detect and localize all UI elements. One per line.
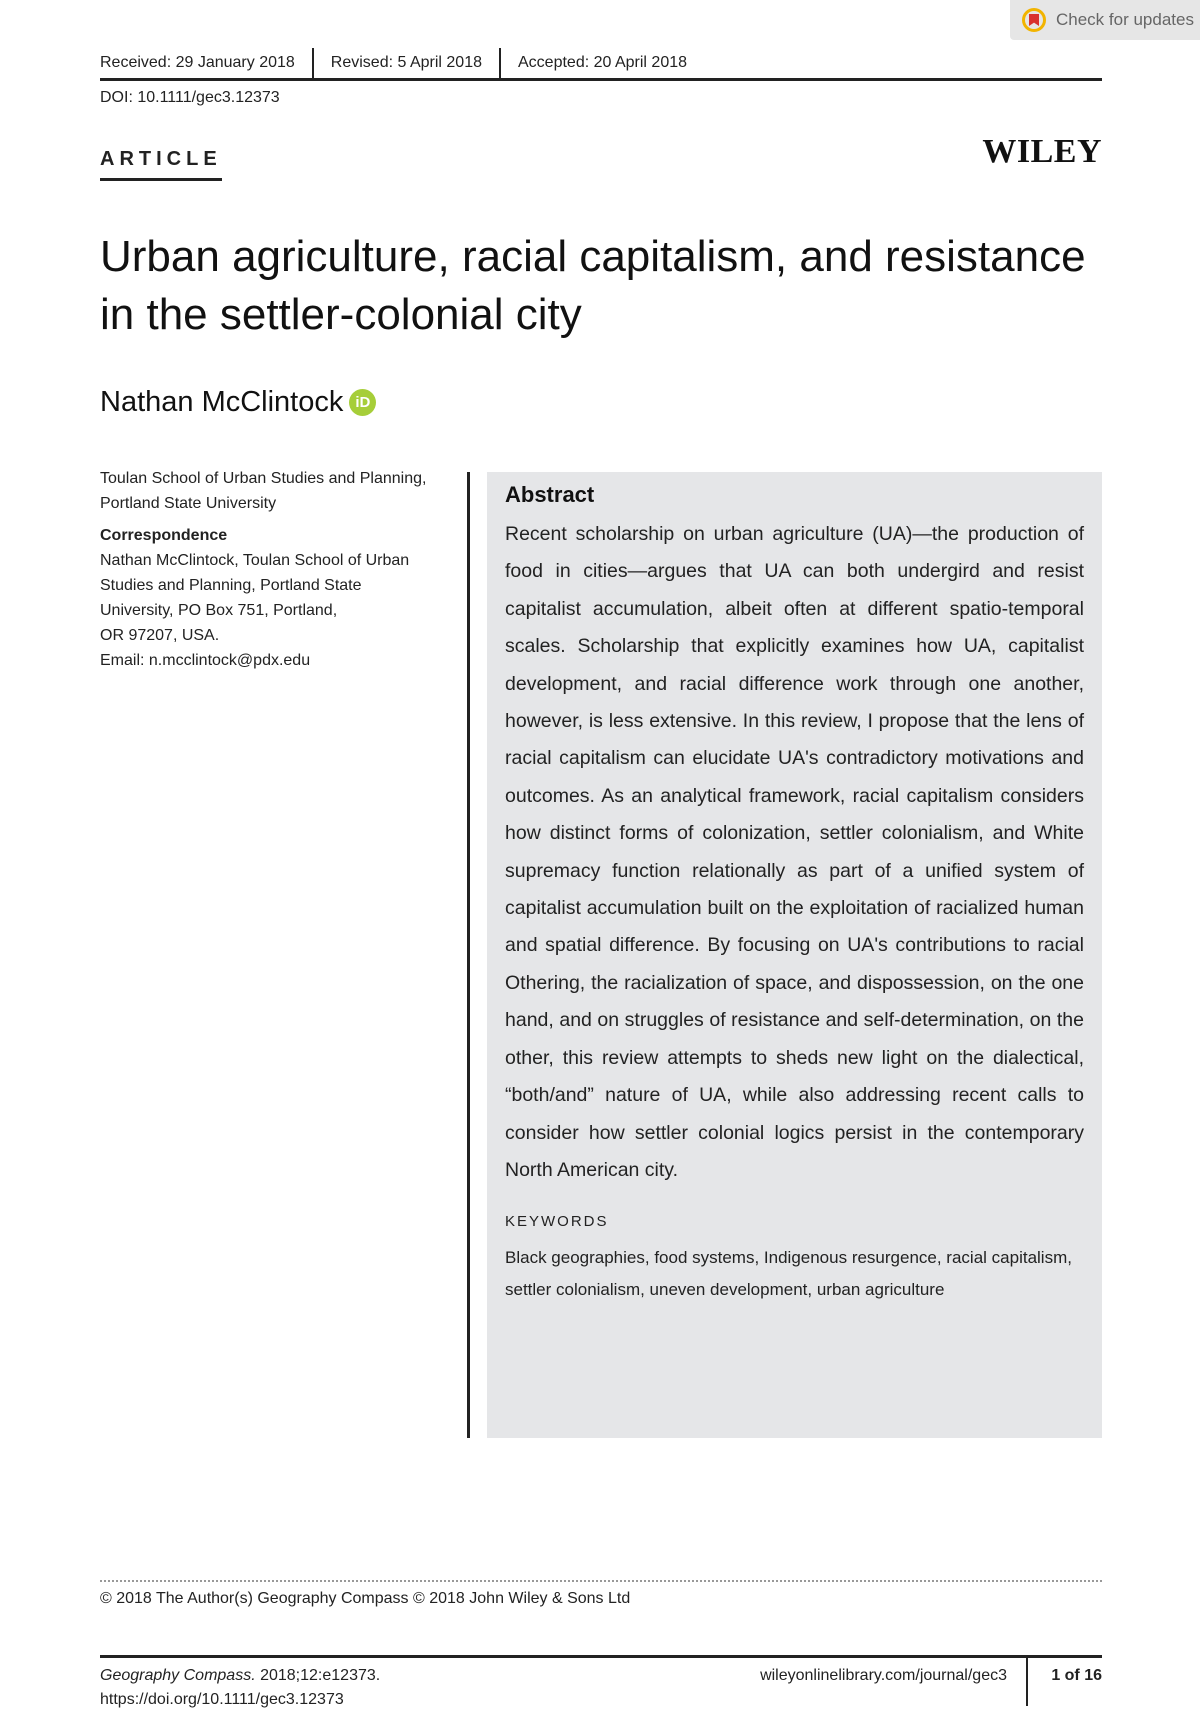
wiley-logo: WILEY — [982, 133, 1102, 170]
footer-separator — [1026, 1658, 1028, 1706]
author-line — [100, 386, 376, 419]
correspondence-line: OR 97207, USA. — [100, 627, 220, 644]
citation-details: 2018;12:e12373. — [255, 1667, 381, 1684]
article-title: Urban agriculture, racial capitalism, and resistance in the settler-colonial city — [100, 232, 1086, 339]
copyright-notice: © 2018 The Author(s) Geography Compass © 2018 John Wiley & Sons Ltd — [100, 1590, 631, 1607]
bookmark-icon — [1022, 8, 1046, 32]
revised-date: Revised: 5 April 2018 — [330, 54, 482, 71]
abstract-text: Recent scholarship on urban agriculture (UA)—the production of food in cities—argues that UA can both undergird and resist capitalist accumulation, albeit often at different spatio-temporal scales. Scholarship that explicitly examines how UA, capitalist development, and racial difference work through one another, however, is less extensive. In this review, I propose that the lens of racial capitalism can elucidate UA's contradictory motivations and outcomes. As an analytical framework, racial capitalism considers how distinct forms of colonization, settler colonialism, and White supremacy function relationally as part of a unified system of capitalist accumulation built on the exploitation of racialized human and spatial difference. By focusing on UA's contributions to racial Othering, the racialization of space, and dispossession, on the one hand, and on struggles of resistance and self-determination, on the other, this review attempts to sheds new light on the dialectical, “both/and” nature of UA, while also addressing recent calls to consider how settler colonial logics persist in the contemporary North American city. — [505, 523, 1084, 1181]
correspondence-heading: Correspondence — [100, 527, 228, 544]
abstract-heading: Abstract — [505, 482, 595, 507]
journal-citation — [100, 1664, 380, 1712]
page-number: 1 of 16 — [1051, 1667, 1102, 1684]
article-label-underline — [100, 178, 222, 181]
check-for-updates-badge[interactable] — [1010, 0, 1200, 40]
orcid-icon-label: iD — [355, 394, 371, 411]
keywords-list: Black geographies, food systems, Indigenous resurgence, racial capitalism, settler colonialism, uneven development, urban agriculture — [505, 1248, 1072, 1300]
accepted-date: Accepted: 20 April 2018 — [518, 54, 688, 71]
correspondence-line: University, PO Box 751, Portland, — [100, 602, 338, 619]
keywords-heading: KEYWORDS — [505, 1213, 609, 1231]
footnote-divider — [100, 1580, 1102, 1582]
affiliation-line: Portland State University — [100, 495, 277, 512]
header-rule — [100, 78, 1102, 81]
doi-link[interactable]: https://doi.org/10.1111/gec3.12373 — [100, 1691, 344, 1708]
column-divider — [467, 472, 470, 1438]
affiliation-line: Toulan School of Urban Studies and Planning, — [100, 470, 427, 487]
doi: DOI: 10.1111/gec3.12373 — [100, 89, 280, 106]
received-date: Received: 29 January 2018 — [100, 54, 295, 71]
author-info-column — [100, 466, 460, 673]
orcid-icon[interactable] — [349, 389, 376, 416]
article-dates — [100, 48, 704, 78]
abstract-box — [487, 472, 1102, 1438]
journal-site-link[interactable]: wileyonlinelibrary.com/journal/gec3 — [760, 1667, 1007, 1684]
check-for-updates-label: Check for updates — [1056, 10, 1194, 29]
journal-name: Geography Compass. — [100, 1667, 256, 1684]
correspondence-line: Studies and Planning, Portland State — [100, 577, 362, 594]
correspondence-email[interactable]: Email: n.mcclintock@pdx.edu — [100, 652, 311, 669]
correspondence-line: Nathan McClintock, Toulan School of Urban — [100, 552, 410, 569]
footer-rule — [100, 1655, 1102, 1658]
article-type-label: ARTICLE — [100, 148, 222, 170]
author-name[interactable]: Nathan McClintock — [100, 386, 344, 418]
